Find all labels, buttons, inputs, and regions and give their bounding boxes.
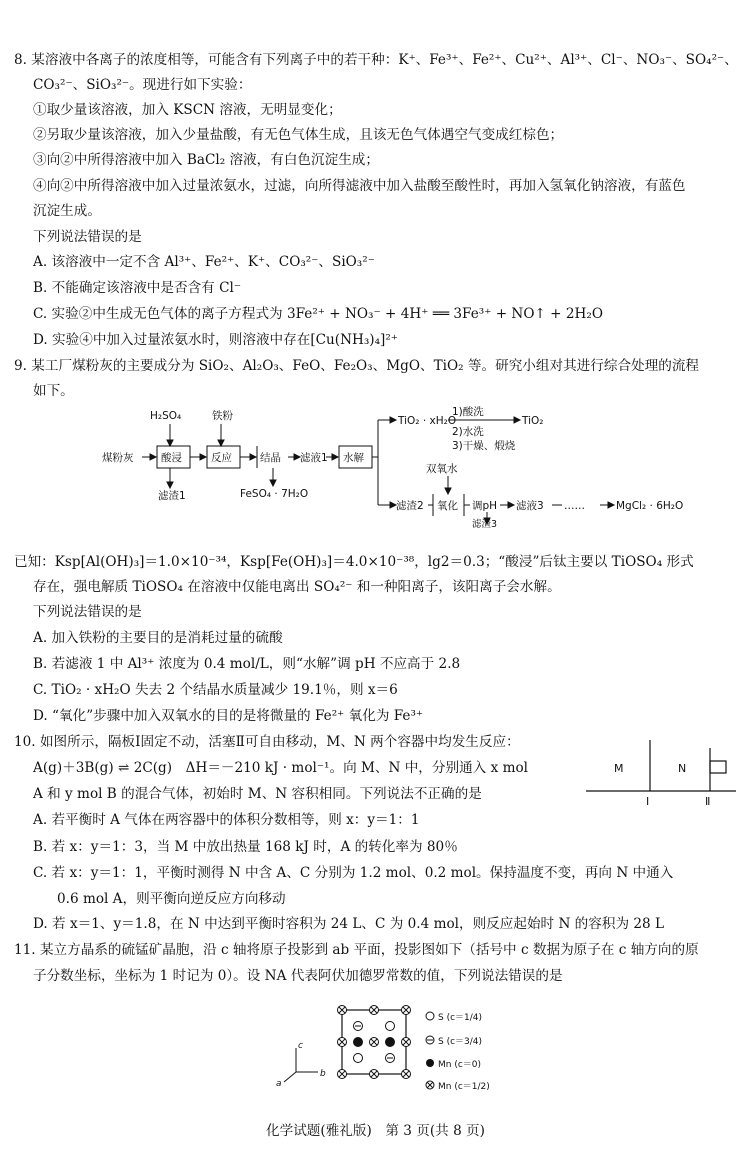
q8-experiment-2: ②另取少量该溶液，加入少量盐酸，有无色气体生成，且该无色气体遇空气变成红棕色； [33, 127, 564, 143]
mn-atom [338, 1070, 347, 1079]
flow-dots: …… [564, 500, 585, 512]
q8-experiment-4-line1: ④向②中所得溶液中加入过量浓氨水，过滤，向所得滤液中加入盐酸至酸性时，再加入氢氧化钠溶液，有蓝色 [33, 178, 686, 194]
s-atom [386, 1022, 395, 1031]
legend-mn-half [426, 1081, 490, 1092]
mn-atom [386, 1038, 395, 1047]
q8-stem-line2: CO₃²⁻、SiO₃²⁻。现进行如下实验： [33, 77, 252, 93]
flow-residue2: 滤渣2 [396, 500, 424, 512]
q8-option-d: D. 实验④中加入过量浓氨水时，则溶液中存在[Cu(NH₃)₄]²⁺ [33, 332, 398, 348]
q8-experiment-4-line2: 沉淀生成。 [33, 203, 101, 219]
mn-atom [338, 1006, 347, 1015]
flow-reaction: 反应 [211, 452, 232, 464]
fig-label-n: N [678, 762, 687, 775]
s-atom [354, 1022, 363, 1031]
s-atom [386, 1054, 395, 1063]
q9-stem-line2: 如下。 [33, 383, 74, 399]
flow-h2o2: 双氧水 [426, 463, 458, 475]
flow-h2so4: H₂SO₄ [150, 410, 182, 422]
q8-experiment-1: ①取少量该溶液，加入 KSCN 溶液，无明显变化； [33, 102, 342, 118]
q11-stem-line1: 11. 某立方晶系的硫锰矿晶胞，沿 c 轴将原子投影到 ab 平面，投影图如下（括号中 c 数据为原子在 c 轴方向的原 [14, 942, 699, 958]
flow-filtrate1: 滤液1 [300, 452, 328, 464]
q9-option-c: C. TiO₂ · xH₂O 失去 2 个结晶水质量减少 19.1％，则 x＝6 [33, 682, 398, 698]
q8-option-b: B. 不能确定该溶液中是否含有 Cl⁻ [33, 280, 242, 296]
q10-option-b: B. 若 x：y＝1：3，当 M 中放出热量 168 kJ 时，A 的转化率为 80％ [33, 839, 458, 855]
flow-mgcl2: MgCl₂ · 6H₂O [616, 500, 684, 512]
q9-option-b: B. 若滤液 1 中 Al³⁺ 浓度为 0.4 mol/L，则“水解”调 pH 不应高于 2.8 [33, 656, 461, 672]
q11-stem-line2: 子分数坐标，坐标为 1 时记为 0）。设 NA 代表阿伏加德罗常数的值，下列说法错误的是 [33, 968, 563, 984]
mn-atom [370, 1006, 379, 1015]
fig-label-m: M [614, 762, 624, 775]
q10-option-c-line2: 0.6 mol A，则平衡向逆反应方向移动 [57, 891, 286, 907]
mn-atom [402, 1038, 411, 1047]
page-footer: 化学试题(雅礼版) 第 3 页(共 8 页) [266, 1123, 485, 1139]
svg-text:S (c＝3/4): S (c＝3/4) [438, 1037, 483, 1047]
q10-option-a: A. 若平衡时 A 气体在两容器中的体积分数相等，则 x：y＝1：1 [33, 812, 420, 828]
svg-text:Mn (c＝0): Mn (c＝0) [438, 1060, 482, 1070]
q8-option-c: C. 实验②中生成无色气体的离子方程式为 3Fe²⁺ + NO₃⁻ + 4H⁺ ══ 3Fe³⁺ + NO↑ + 2H₂O [33, 306, 603, 322]
q9-option-d: D. “氧化”步骤中加入双氧水的目的是将微量的 Fe²⁺ 氧化为 Fe³⁺ [33, 708, 424, 724]
flow-tio2: TiO₂ [522, 415, 544, 427]
mn-atom [402, 1006, 411, 1015]
svg-text:S (c＝1/4): S (c＝1/4) [438, 1013, 483, 1023]
q9-known-line1: 已知：Ksp[Al(OH)₃]＝1.0×10⁻³⁴，Ksp[Fe(OH)₃]＝4.0×10⁻³⁸，lg2＝0.3；“酸浸”后钛主要以 TiOSO₄ 形式 [14, 554, 694, 570]
axis-a-label: a [276, 1079, 282, 1089]
flow-feso4: FeSO₄ · 7H₂O [240, 488, 309, 500]
mn-atom [354, 1038, 363, 1047]
flow-oxidize: 氧化 [437, 500, 458, 512]
q8-stem-line1: 8. 某溶液中各离子的浓度相等，可能含有下列离子中的若干种：K⁺、Fe³⁺、Fe²⁺、Cu²⁺、Al³⁺、Cl⁻、NO₃⁻、SO₄²⁻、 [14, 52, 738, 68]
q9-question: 下列说法错误的是 [33, 604, 142, 620]
q10-option-c-line1: C. 若 x：y＝1：1，平衡时测得 N 中含 A、C 分别为 1.2 mol、0.2 mol。保持温度不变，再向 N 中通入 [33, 865, 674, 881]
axis-c-label: c [298, 1041, 303, 1051]
flow-coal: 煤粉灰 [102, 452, 134, 464]
flow-crystallize: 结晶 [260, 452, 281, 464]
q9-option-a: A. 加入铁粉的主要目的是消耗过量的硫酸 [33, 630, 283, 646]
s-atom [354, 1054, 363, 1063]
flow-step2: 2)水洗 [452, 426, 484, 438]
flow-adjust-ph: 调pH [472, 500, 498, 512]
axis-b-label: b [320, 1069, 326, 1079]
flow-residue1: 滤渣1 [158, 490, 186, 502]
flow-iron: 铁粉 [212, 410, 233, 422]
fig-label-ii: Ⅱ [705, 795, 711, 808]
q10-stem-line1: 10. 如图所示，隔板Ⅰ固定不动，活塞Ⅱ可自由移动，M、N 两个容器中均发生反应： [14, 734, 520, 750]
q9-stem-line1: 9. 某工厂煤粉灰的主要成分为 SiO₂、Al₂O₃、FeO、Fe₂O₃、MgO、TiO₂ 等。研究小组对其进行综合处理的流程 [14, 358, 700, 374]
q10-stem-line3: A 和 y mol B 的混合气体，初始时 M、N 容积相同。下列说法不正确的是 [33, 786, 482, 802]
flow-step3: 3)干燥、煅烧 [452, 440, 516, 452]
mn-atom [370, 1038, 379, 1047]
q9-known-line2: 存在，强电解质 TiOSO₄ 在溶液中仅能电离出 SO₄²⁻ 和一种阳离子，该阳离子会水解。 [33, 579, 561, 595]
legend-s-quarter [426, 1012, 482, 1023]
q8-question: 下列说法错误的是 [33, 229, 142, 245]
q9-flowchart [100, 402, 700, 528]
fig-label-i: Ⅰ [646, 795, 650, 808]
flow-tio2-xh2o: TiO₂ · xH₂O [398, 415, 457, 427]
flow-acid-leach: 酸浸 [161, 452, 182, 464]
flow-step1: 1)酸洗 [452, 406, 484, 418]
q10-stem-line2: A(g)＋3B(g) ⇌ 2C(g) ΔH＝－210 kJ · mol⁻¹。向 M、N 中，分别通入 x mol [33, 760, 529, 776]
legend-s-three-quarter [426, 1036, 482, 1047]
mn-atom [402, 1070, 411, 1079]
q8-experiment-3: ③向②中所得溶液中加入 BaCl₂ 溶液，有白色沉淀生成； [33, 152, 379, 168]
q8-option-a: A. 该溶液中一定不含 Al³⁺、Fe²⁺、K⁺、CO₃²⁻、SiO₃²⁻ [33, 254, 375, 270]
flow-filtrate3: 滤液3 [516, 500, 544, 512]
q10-container-figure [586, 738, 738, 808]
q11-crystal-projection [272, 996, 512, 1112]
mn-atom [370, 1070, 379, 1079]
flow-residue3: 滤渣3 [472, 519, 498, 528]
svg-text:Mn (c＝1/2): Mn (c＝1/2) [438, 1082, 490, 1092]
q10-option-d: D. 若 x＝1、y＝1.8，在 N 中达到平衡时容积为 24 L、C 为 0.4 mol，则反应起始时 N 的容积为 28 L [33, 916, 665, 932]
flow-hydrolysis: 水解 [343, 452, 364, 464]
legend-mn-zero [426, 1059, 481, 1070]
mn-atom [338, 1038, 347, 1047]
